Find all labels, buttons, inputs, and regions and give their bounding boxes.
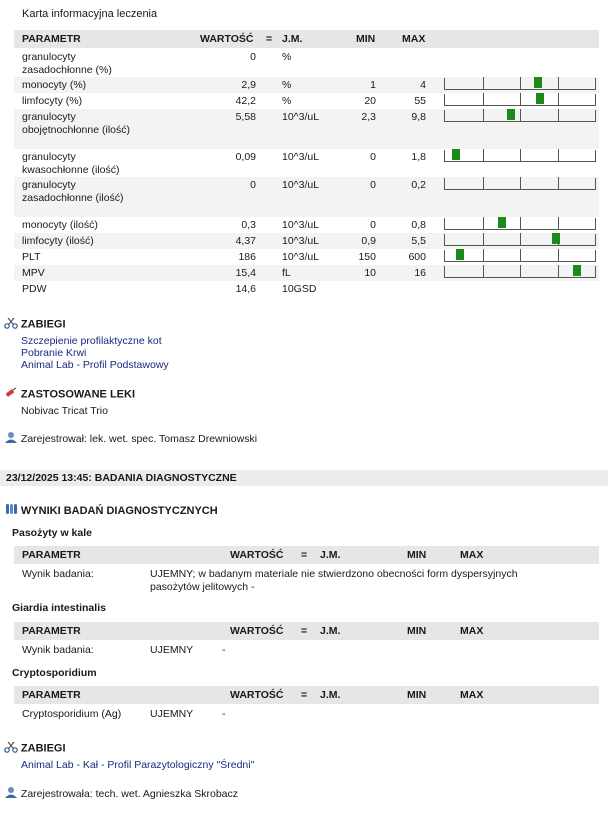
param-max: 4 — [420, 79, 426, 91]
treatments-section — [4, 317, 66, 332]
user-icon — [4, 431, 18, 447]
registered-text: Zarejestrował: lek. wet. spec. Tomasz Drewniowski — [20, 432, 258, 445]
test-name: Pasożyty w kale — [12, 527, 92, 539]
scale-tick — [483, 217, 484, 229]
scale-tick — [558, 177, 559, 189]
header-param: PARAMETR — [22, 625, 81, 637]
param-name: limfocyty (%) — [22, 95, 83, 107]
scale-tick — [483, 233, 484, 245]
range-scale — [444, 218, 596, 230]
test-name: Cryptosporidium — [12, 667, 97, 679]
header-value: WARTOŚĆ — [230, 689, 284, 701]
param-min: 150 — [358, 251, 376, 263]
value-marker — [452, 149, 460, 160]
header-unit: J.M. — [320, 689, 341, 701]
param-min: 0 — [370, 179, 376, 191]
header-min: MIN — [407, 549, 427, 561]
header-max: MAX — [460, 549, 484, 561]
registered-by — [4, 786, 238, 802]
scale-tick — [558, 265, 559, 277]
header-unit: J.M. — [282, 33, 303, 45]
drugs-section — [4, 387, 135, 402]
result-label: Wynik badania: — [22, 644, 94, 656]
diag-table-header — [14, 686, 599, 704]
param-max: 1,8 — [411, 151, 426, 163]
param-min: 10 — [364, 267, 376, 279]
scissors-icon — [4, 741, 18, 756]
drug-item: Nobivac Tricat Trio — [21, 405, 108, 417]
scale-tick — [483, 177, 484, 189]
scale-tick — [520, 77, 521, 89]
param-max: 9,8 — [411, 111, 426, 123]
treatment-link[interactable]: Szczepienie profilaktyczne kot — [21, 335, 162, 347]
param-unit: 10^3/uL — [282, 251, 320, 263]
treatments-title: ZABIEGI — [20, 318, 66, 331]
range-scale — [444, 266, 596, 278]
diagnostics-title: WYNIKI BADAŃ DIAGNOSTYCZNYCH — [20, 504, 218, 517]
header-param: PARAMETR — [22, 689, 81, 701]
value-marker — [498, 217, 506, 228]
result-label: Cryptosporidium (Ag) — [22, 708, 122, 720]
param-max: 600 — [408, 251, 426, 263]
syringe-icon — [4, 387, 18, 402]
result-value: UJEMNY — [150, 708, 194, 720]
test-tubes-icon — [4, 503, 18, 519]
header-max: MAX — [460, 625, 484, 637]
scale-tick — [483, 109, 484, 121]
diagnostics-section — [4, 503, 218, 519]
param-unit: 10^3/uL — [282, 111, 320, 123]
result-value: UJEMNY — [150, 644, 194, 656]
header-min: MIN — [407, 625, 427, 637]
header-value: WARTOŚĆ — [200, 33, 254, 45]
scale-tick — [483, 149, 484, 161]
header-value: WARTOŚĆ — [230, 625, 284, 637]
scale-tick — [558, 93, 559, 105]
param-min: 2,3 — [361, 111, 376, 123]
treatment-link[interactable]: Pobranie Krwi — [21, 347, 87, 359]
value-marker — [507, 109, 515, 120]
treatment-link[interactable]: Animal Lab - Kał - Profil Parazytologiczny "Średni" — [21, 759, 255, 771]
param-min: 0 — [370, 219, 376, 231]
param-value: 0 — [250, 179, 256, 191]
param-value: 42,2 — [235, 95, 256, 107]
param-value: 5,58 — [235, 111, 256, 123]
scale-tick — [483, 265, 484, 277]
param-name: granulocyty zasadochłonne (ilość) — [22, 179, 124, 204]
value-marker — [536, 93, 544, 104]
scale-tick — [558, 149, 559, 161]
diag-table-header — [14, 622, 599, 640]
scale-tick — [520, 109, 521, 121]
result-value: UJEMNY; w badanym materiale nie stwierdzono obecności form dyspersyjnych pasożytów jelitowych - — [150, 568, 518, 593]
registered-by — [4, 431, 257, 447]
header-value: WARTOŚĆ — [230, 549, 284, 561]
param-name: monocyty (ilość) — [22, 219, 98, 231]
range-scale — [444, 110, 596, 122]
scale-tick — [520, 217, 521, 229]
registered-text: Zarejestrowała: tech. wet. Agnieszka Skrobacz — [20, 787, 239, 800]
results-table-header — [14, 30, 599, 48]
param-value: 15,4 — [235, 267, 256, 279]
param-max: 0,8 — [411, 219, 426, 231]
header-eq: = — [301, 549, 308, 561]
scale-tick — [520, 177, 521, 189]
scale-tick — [483, 77, 484, 89]
param-unit: 10^3/uL — [282, 219, 320, 231]
param-value: 0,3 — [241, 219, 256, 231]
scissors-icon — [4, 317, 18, 332]
param-name: granulocyty kwasochłonne (ilość) — [22, 151, 120, 176]
param-max: 5,5 — [411, 235, 426, 247]
treatment-link[interactable]: Animal Lab - Profil Podstawowy — [21, 359, 169, 371]
param-max: 16 — [414, 267, 426, 279]
header-min: MIN — [407, 689, 427, 701]
result-label: Wynik badania: — [22, 568, 94, 580]
table-row — [14, 281, 599, 297]
value-marker — [456, 249, 464, 260]
scale-tick — [520, 93, 521, 105]
scale-tick — [520, 265, 521, 277]
param-min: 0,9 — [361, 235, 376, 247]
scale-tick — [558, 109, 559, 121]
scale-tick — [520, 233, 521, 245]
header-param: PARAMETR — [22, 33, 81, 45]
scale-tick — [558, 77, 559, 89]
param-value: 14,6 — [235, 283, 256, 295]
range-scale — [444, 94, 596, 106]
param-min: 0 — [370, 151, 376, 163]
param-min: 1 — [370, 79, 376, 91]
value-marker — [573, 265, 581, 276]
param-min: 20 — [364, 95, 376, 107]
diag-table-header — [14, 546, 599, 564]
param-name: MPV — [22, 267, 45, 279]
value-marker — [552, 233, 560, 244]
param-unit: % — [282, 95, 292, 107]
visit-header: 23/12/2025 13:45: BADANIA DIAGNOSTYCZNE — [0, 470, 608, 486]
range-scale — [444, 250, 596, 262]
range-scale — [444, 150, 596, 162]
value-marker — [534, 77, 542, 88]
treatments-section — [4, 741, 66, 756]
range-scale — [444, 178, 596, 190]
user-icon — [4, 786, 18, 802]
header-eq: = — [266, 33, 273, 45]
param-value: 186 — [238, 251, 256, 263]
header-max: MAX — [402, 33, 426, 45]
result-suffix: - — [222, 708, 226, 720]
card-title: Karta informacyjna leczenia — [22, 8, 158, 20]
range-scale — [444, 234, 596, 246]
param-value: 2,9 — [241, 79, 256, 91]
param-max: 55 — [414, 95, 426, 107]
param-unit: 10^3/uL — [282, 179, 320, 191]
param-unit: 10^3/uL — [282, 235, 320, 247]
scale-tick — [558, 249, 559, 261]
header-param: PARAMETR — [22, 549, 81, 561]
treatments-title: ZABIEGI — [20, 742, 66, 755]
scale-tick — [558, 217, 559, 229]
table-row — [14, 49, 599, 77]
test-name: Giardia intestinalis — [12, 602, 106, 614]
param-name: limfocyty (ilość) — [22, 235, 94, 247]
scale-tick — [520, 249, 521, 261]
header-unit: J.M. — [320, 625, 341, 637]
scale-tick — [483, 249, 484, 261]
param-name: granulocyty obojętnochłonne (ilość) — [22, 111, 130, 136]
param-unit: % — [282, 79, 292, 91]
header-eq: = — [301, 689, 308, 701]
scale-tick — [483, 93, 484, 105]
param-name: granulocyty zasadochłonne (%) — [22, 51, 112, 76]
param-value: 0,09 — [235, 151, 256, 163]
header-max: MAX — [460, 689, 484, 701]
range-scale — [444, 78, 596, 90]
header-eq: = — [301, 625, 308, 637]
param-unit: 10^3/uL — [282, 151, 320, 163]
param-name: PLT — [22, 251, 41, 263]
header-unit: J.M. — [320, 549, 341, 561]
header-min: MIN — [356, 33, 376, 45]
param-unit: % — [282, 51, 292, 63]
param-name: PDW — [22, 283, 47, 295]
param-value: 4,37 — [235, 235, 256, 247]
result-suffix: - — [222, 644, 226, 656]
param-name: monocyty (%) — [22, 79, 87, 91]
param-unit: 10GSD — [282, 283, 317, 295]
scale-tick — [520, 149, 521, 161]
param-value: 0 — [250, 51, 256, 63]
drugs-title: ZASTOSOWANE LEKI — [20, 388, 136, 401]
param-max: 0,2 — [411, 179, 426, 191]
param-unit: fL — [282, 267, 291, 279]
